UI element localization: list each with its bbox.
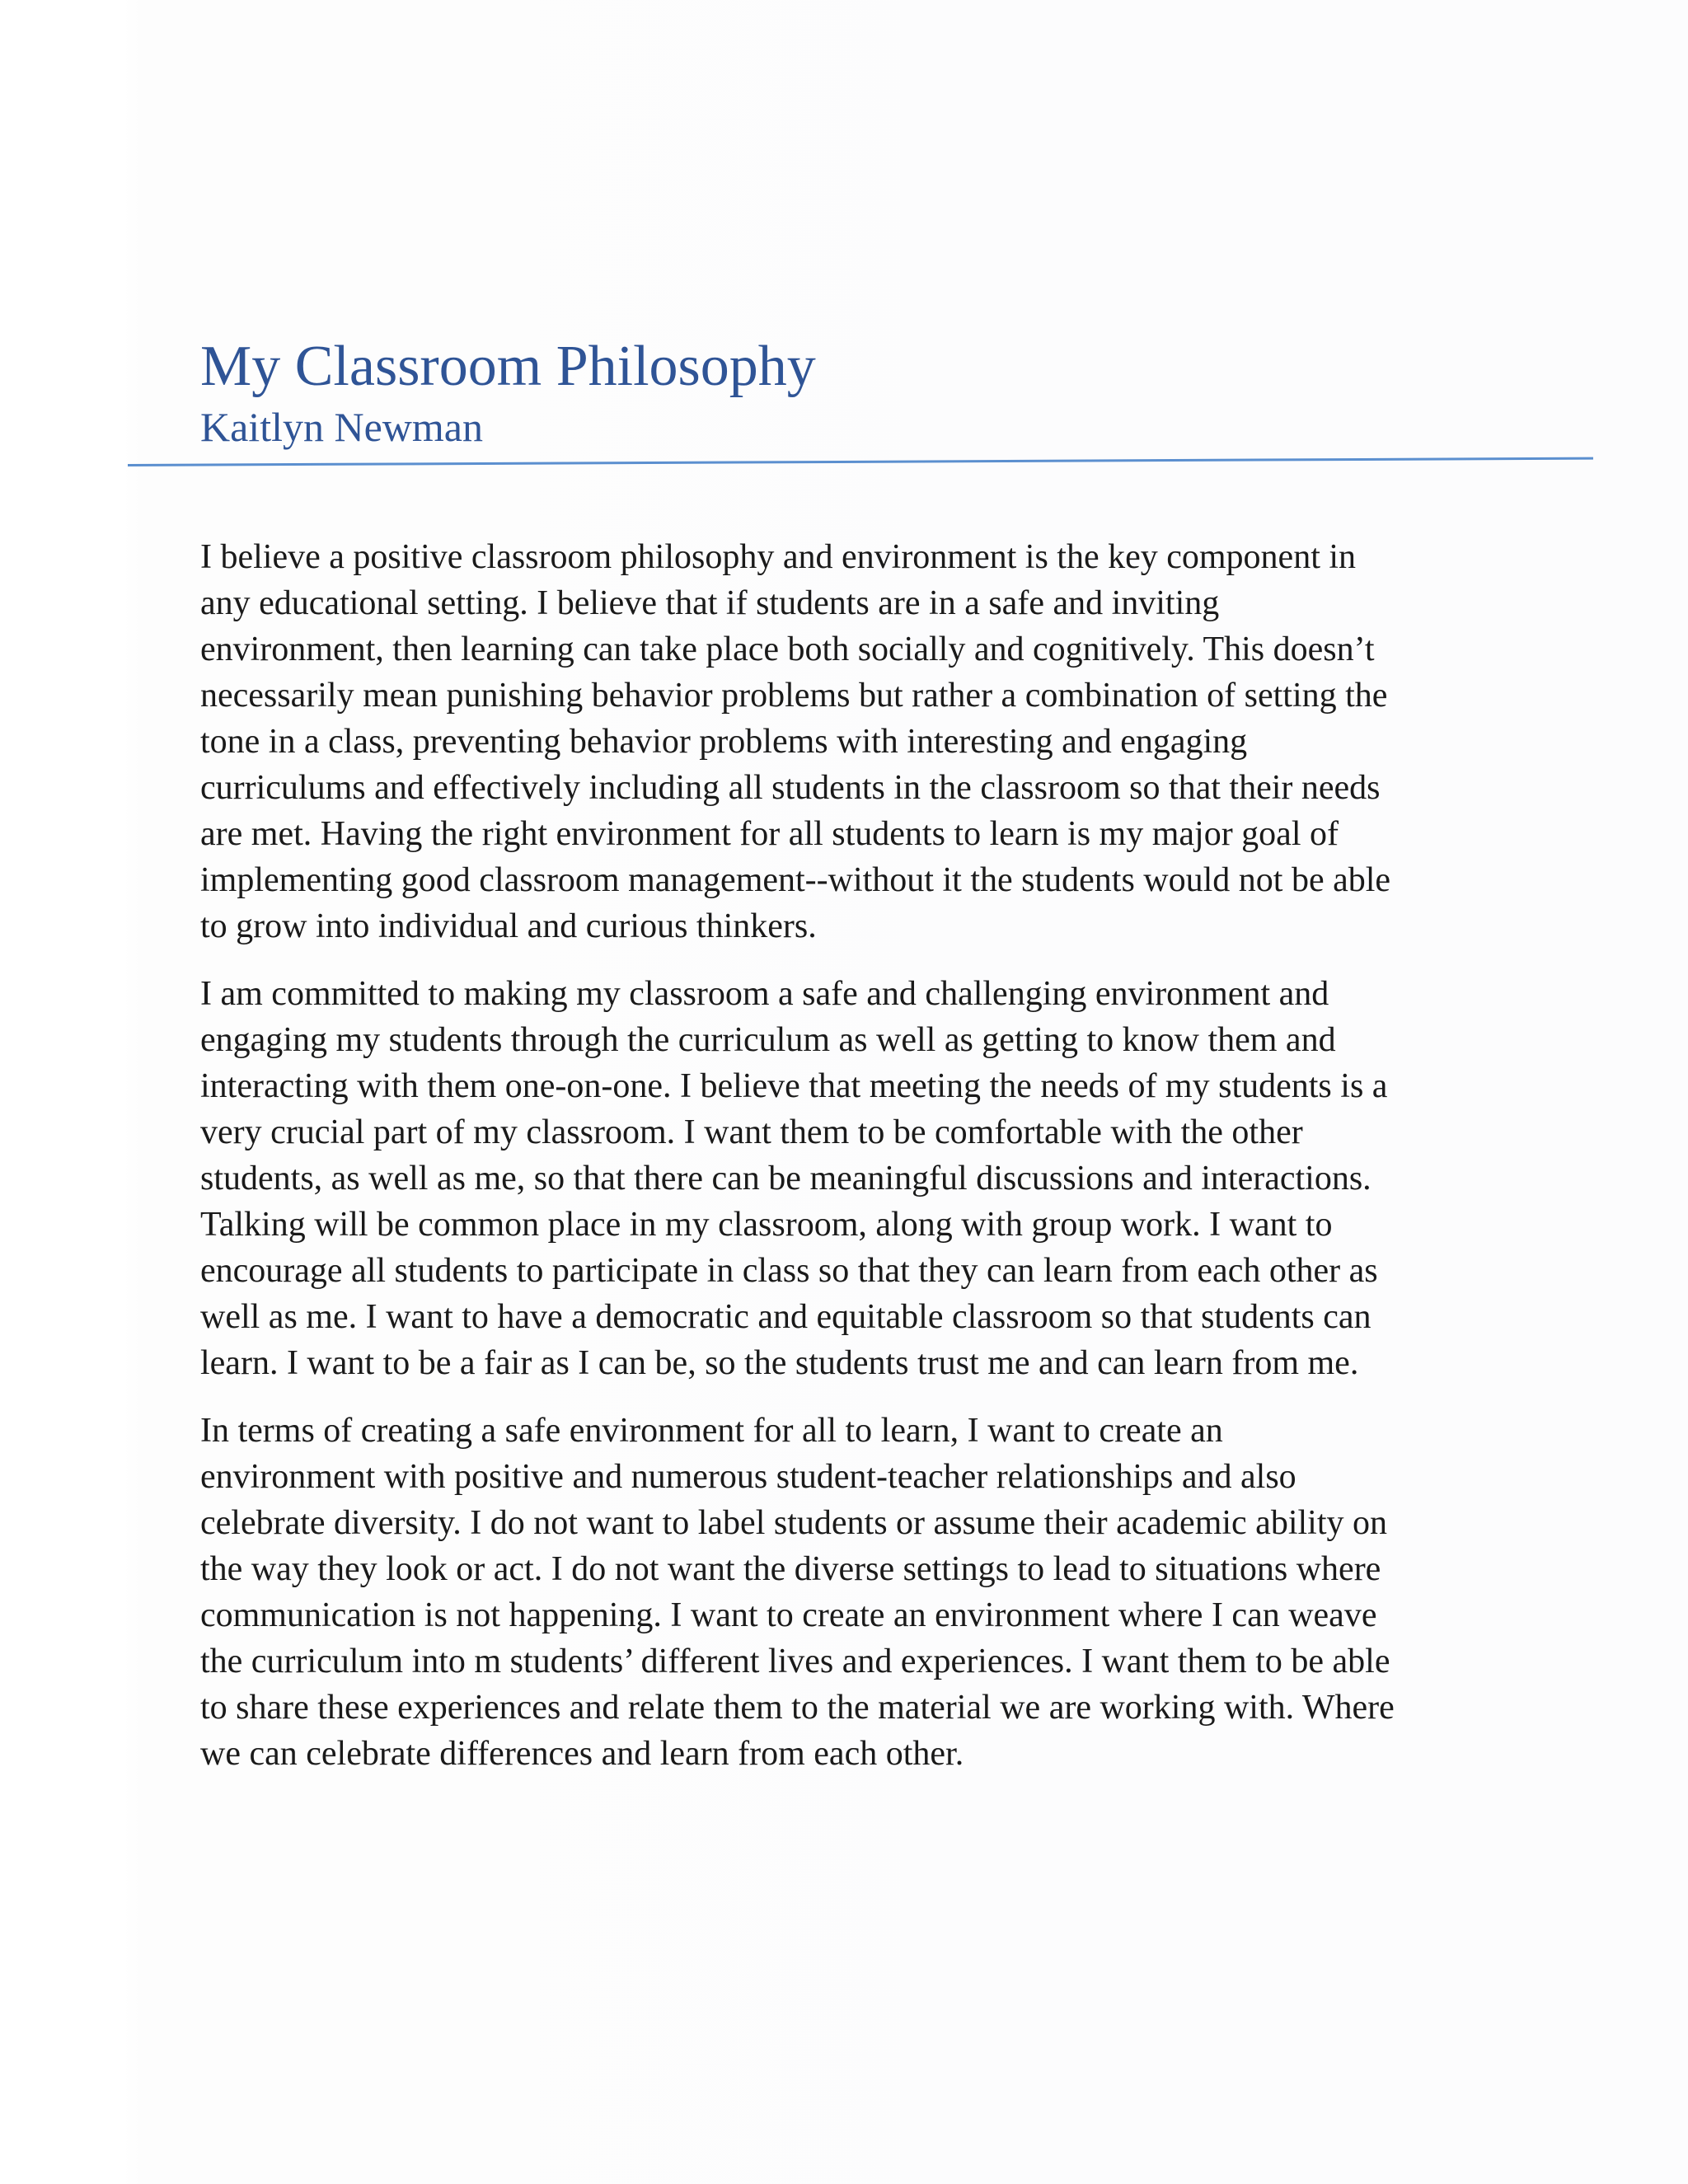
document-author: Kaitlyn Newman [200, 404, 483, 450]
text-line: any educational setting. I believe that if students are in a safe and inviting [200, 584, 1220, 622]
text-line: environment, then learning can take place both socially and cognitively. This doesn’t [200, 630, 1375, 668]
text-line: In terms of creating a safe environment for all to learn, I want to create an [200, 1412, 1223, 1450]
header-divider [128, 457, 1593, 466]
text-line: we can celebrate differences and learn from each other. [200, 1735, 964, 1773]
text-line: I believe a positive classroom philosophy and environment is the key component in [200, 538, 1357, 576]
text-line: I am committed to making my classroom a safe and challenging environment and [200, 975, 1329, 1013]
text-line: environment with positive and numerous student-teacher relationships and also [200, 1458, 1296, 1496]
document-body [200, 534, 1519, 1798]
paragraph-3 [200, 1408, 1519, 1777]
document-title: My Classroom Philosophy [200, 335, 816, 398]
text-line: Talking will be common place in my classroom, along with group work. I want to [200, 1206, 1333, 1244]
text-line: encourage all students to participate in class so that they can learn from each other as [200, 1252, 1378, 1290]
text-line: curriculums and effectively including all students in the classroom so that their needs [200, 769, 1381, 807]
text-line: learn. I want to be a fair as I can be, so the students trust me and can learn from me. [200, 1344, 1359, 1382]
text-line: communication is not happening. I want to create an environment where I can weave [200, 1596, 1377, 1634]
paragraph-2 [200, 971, 1519, 1386]
text-line: to share these experiences and relate them to the material we are working with. Where [200, 1689, 1395, 1727]
text-line: tone in a class, preventing behavior problems with interesting and engaging [200, 723, 1248, 761]
text-line: the way they look or act. I do not want the diverse settings to lead to situations where [200, 1550, 1381, 1588]
text-line: very crucial part of my classroom. I want them to be comfortable with the other [200, 1113, 1303, 1151]
text-line: well as me. I want to have a democratic and equitable classroom so that students can [200, 1298, 1372, 1336]
text-line: are met. Having the right environment for all students to learn is my major goal of [200, 815, 1339, 853]
paragraph-1 [200, 534, 1519, 949]
text-line: engaging my students through the curriculum as well as getting to know them and [200, 1021, 1336, 1059]
text-line: the curriculum into m students’ different lives and experiences. I want them to be able [200, 1643, 1390, 1680]
document-header [200, 331, 1601, 452]
text-line: to grow into individual and curious thinkers. [200, 907, 817, 945]
text-line: interacting with them one-on-one. I believe that meeting the needs of my students is a [200, 1067, 1388, 1105]
text-line: students, as well as me, so that there can be meaningful discussions and interactions. [200, 1160, 1372, 1197]
text-line: implementing good classroom management--without it the students would not be able [200, 861, 1391, 899]
text-line: celebrate diversity. I do not want to label students or assume their academic ability on [200, 1504, 1387, 1542]
text-line: necessarily mean punishing behavior problems but rather a combination of setting the [200, 677, 1388, 715]
